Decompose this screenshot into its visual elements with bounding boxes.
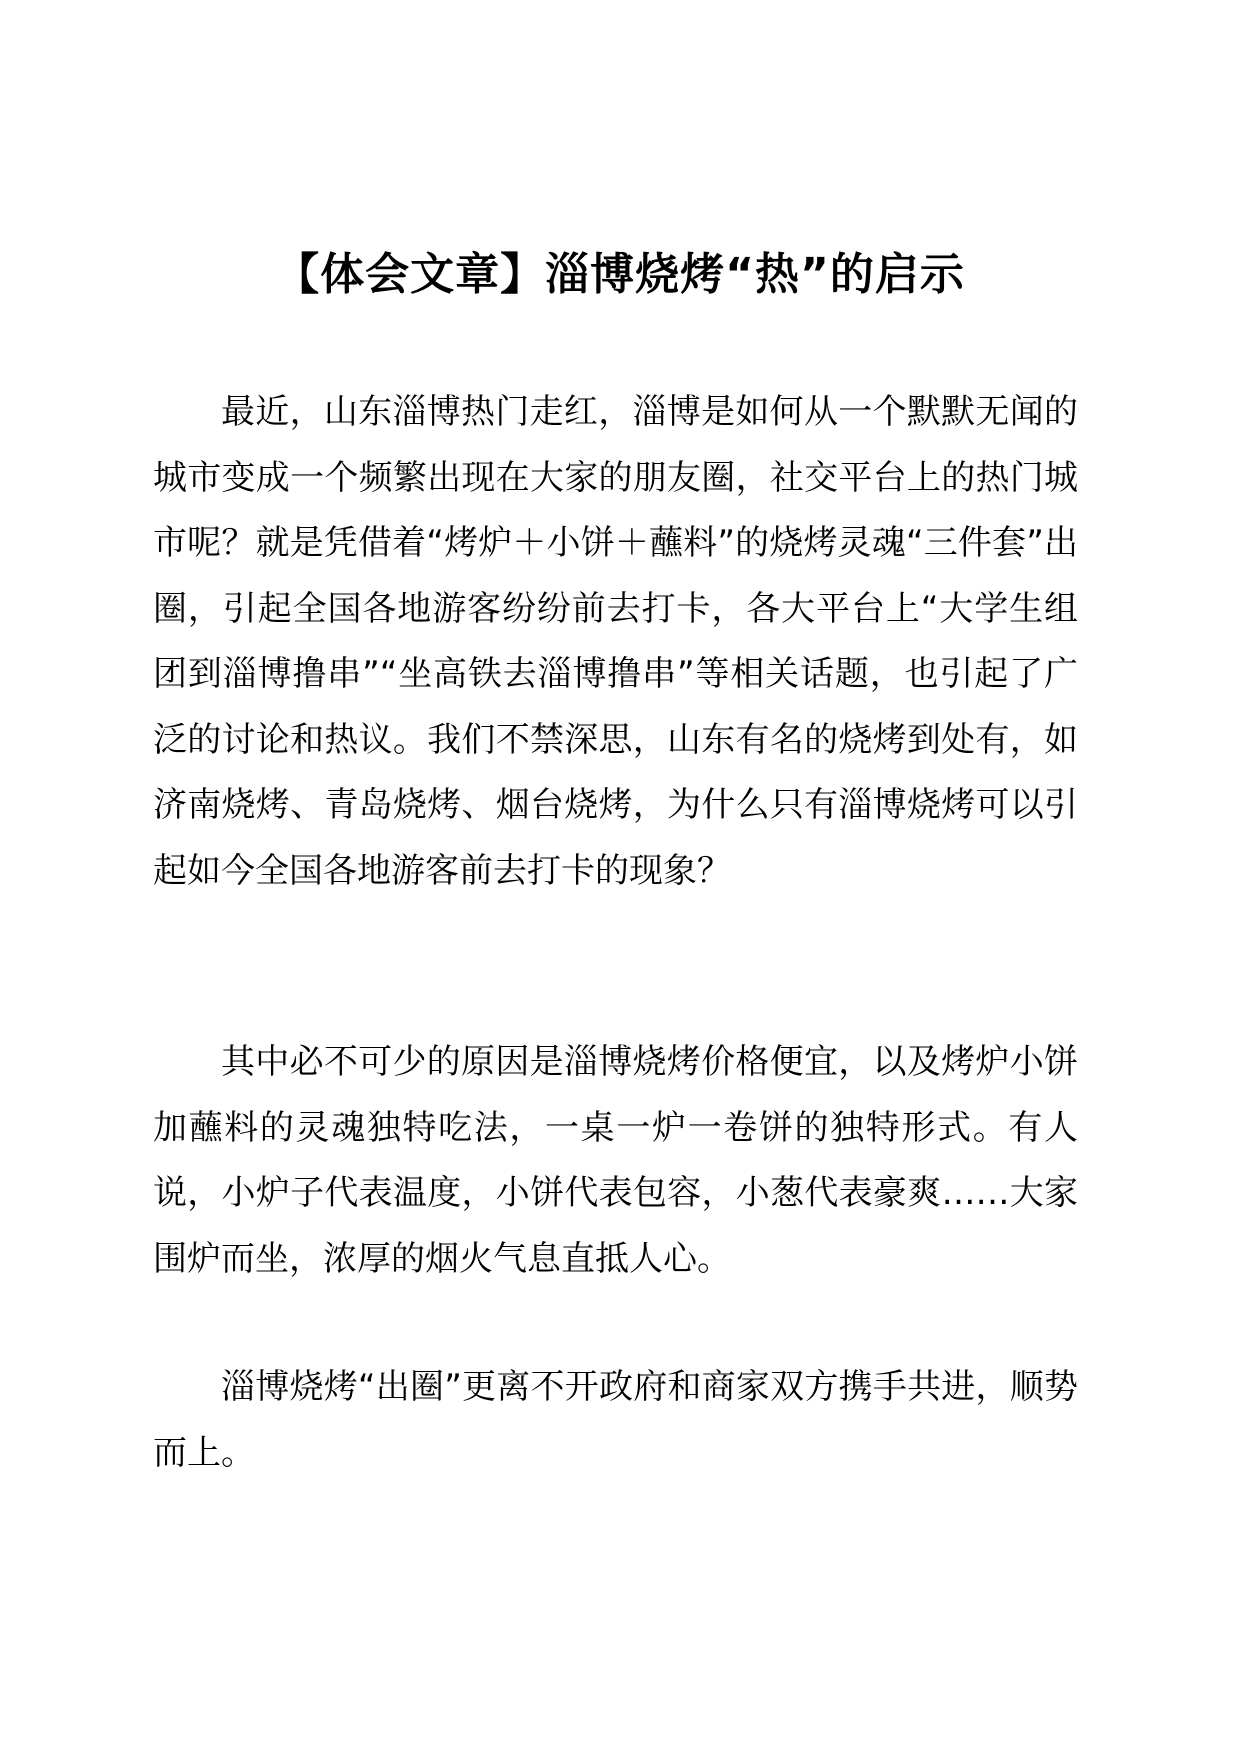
body-paragraph: 其中必不可少的原因是淄博烧烤价格便宜，以及烤炉小饼加蘸料的灵魂独特吃法，一桌一炉一卷饼的独特形式。有人说，小炉子代表温度，小饼代表包容，小葱代表豪爽……大家围炉而坐，浓厚的烟火气息直抵人心。 (153, 1042, 1078, 1279)
body-paragraph: 淄博烧烤“出圈”更离不开政府和商家双方携手共进，顺势而上。 (153, 1367, 1078, 1473)
document-title: 【体会文章】淄博烧烤“热”的启示 (275, 249, 965, 301)
body-paragraph: 最近，山东淄博热门走红，淄博是如何从一个默默无闻的城市变成一个频繁出现在大家的朋友圈，社交平台上的热门城市呢？就是凭借着“烤炉＋小饼＋蘸料”的烧烤灵魂“三件套”出圈，引起全国各地游客纷纷前去打卡，各大平台上“大学生组团到淄博撸串”“坐高铁去淄博撸串”等相关话题，也引起了广泛的讨论和热议。我们不禁深思，山东有名的烧烤到处有，如济南烧烤、青岛烧烤、烟台烧烤，为什么只有淄博烧烤可以引起如今全国各地游客前去打卡的现象？ (153, 392, 1078, 891)
